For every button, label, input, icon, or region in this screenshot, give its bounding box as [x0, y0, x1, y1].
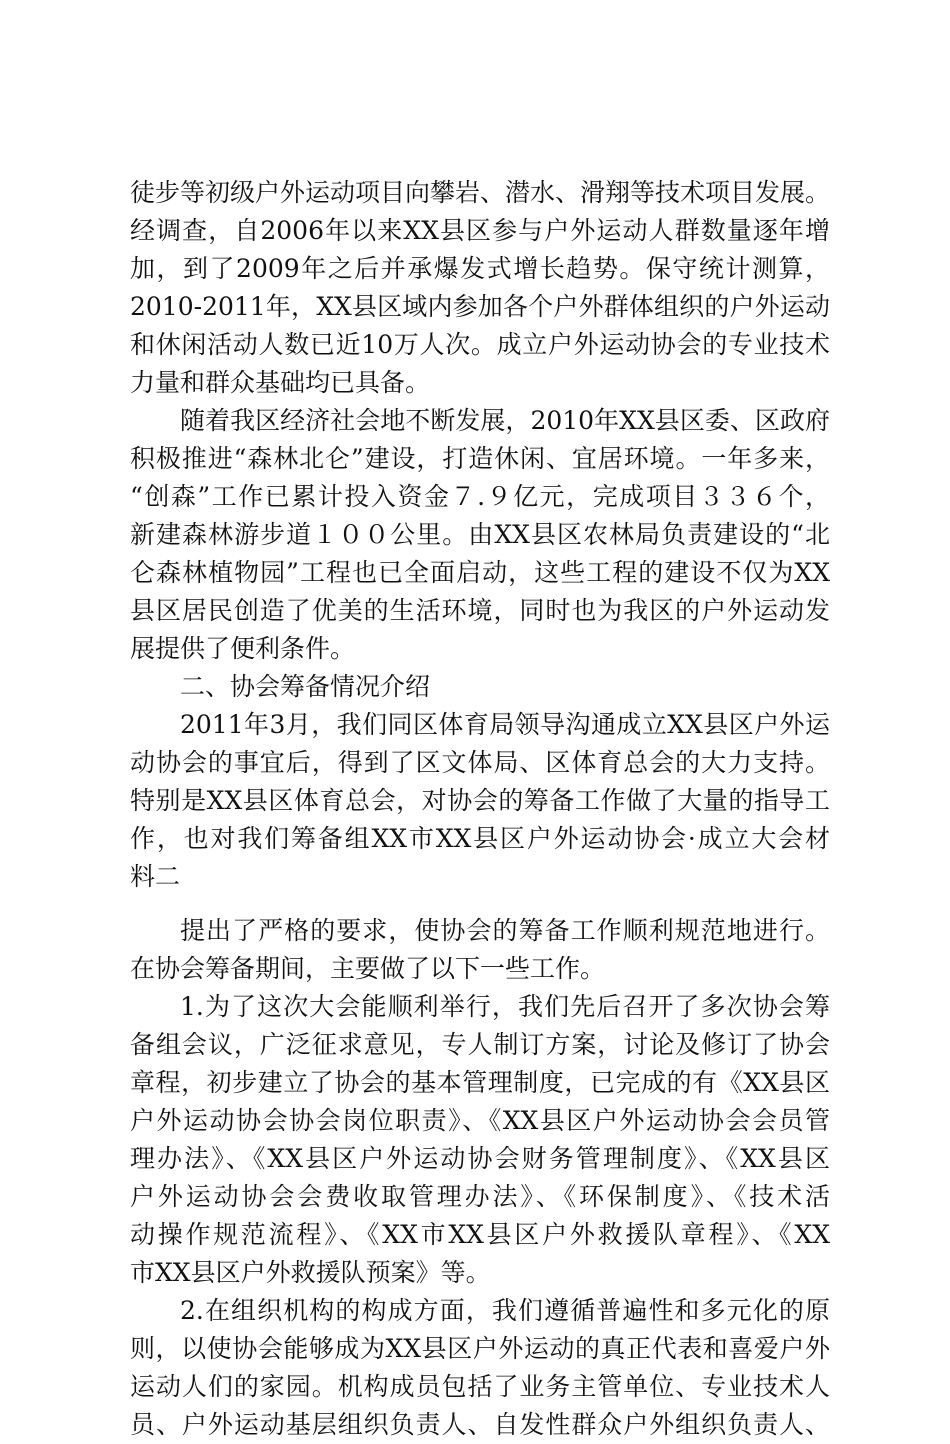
body-line: 2010-2011年，XX县区域内参加各个户外群体组织的户外运动: [130, 292, 830, 321]
list-item-line: 1.为了这次大会能顺利举行，我们先后召开了多次协会筹: [180, 992, 830, 1021]
body-line: 力量和群众基础均已具备。: [130, 368, 431, 397]
body-line: 章程，初步建立了协会的基本管理制度，已完成的有《XX县区: [130, 1068, 830, 1097]
body-line: 市XX县区户外救援队预案》等。: [130, 1258, 491, 1287]
body-line: 随着我区经济社会地不断发展，2010年XX县区委、区政府: [180, 406, 830, 435]
body-line: “创森”工作已累计投入资金７.９亿元，完成项目３３６个，: [130, 482, 830, 511]
list-item-line: 2.在组织机构的构成方面，我们遵循普遍性和多元化的原: [180, 1296, 830, 1325]
body-line: 户外运动协会会费收取管理办法》、《环保制度》、《技术活: [130, 1182, 830, 1211]
body-line: 展提供了便利条件。: [130, 634, 356, 663]
body-line: 2011年3月，我们同区体育局领导沟通成立XX县区户外运: [180, 710, 830, 739]
body-line: 徒步等初级户外运动项目向攀岩、潜水、滑翔等技术项目发展。: [130, 178, 830, 207]
body-line: 在协会筹备期间，主要做了以下一些工作。: [130, 954, 606, 983]
body-line: 特别是XX县区体育总会，对协会的筹备工作做了大量的指导工: [130, 786, 830, 815]
body-line: 加，到了2009年之后并承爆发式增长趋势。保守统计测算，: [130, 254, 830, 283]
body-line: 作，也对我们筹备组XX市XX县区户外运动协会·成立大会材: [130, 824, 830, 853]
body-line: 动协会的事宜后，得到了区文体局、区体育总会的大力支持。: [130, 748, 830, 777]
body-line: 新建森林游步道１００公里。由XX县区农林局负责建设的“北: [130, 520, 830, 549]
document-body: [130, 174, 830, 1444]
body-line: 理办法》、《XX县区户外运动协会财务管理制度》、《XX县区: [130, 1144, 830, 1173]
body-line: 员、户外运动基层组织负责人、自发性群众户外组织负责人、: [130, 1410, 830, 1439]
body-line: 县区居民创造了优美的生活环境，同时也为我区的户外运动发: [130, 596, 830, 625]
body-line: 动操作规范流程》、《XX市XX县区户外救援队章程》、《XX: [130, 1220, 830, 1249]
paragraph-gap: [130, 896, 830, 912]
body-line: 户外运动协会协会岗位职责》、《XX县区户外运动协会会员管: [130, 1106, 830, 1135]
body-line: 仑森林植物园”工程也已全面启动，这些工程的建设不仅为XX: [130, 558, 830, 587]
body-line: 备组会议，广泛征求意见，专人制订方案，讨论及修订了协会: [130, 1030, 830, 1059]
body-line: 经调查，自2006年以来XX县区参与户外运动人群数量逐年增: [130, 216, 830, 245]
body-line: 料二: [130, 862, 181, 891]
body-line: 和休闲活动人数已近10万人次。成立户外运动协会的专业技术: [130, 330, 830, 359]
body-line: 积极推进“森林北仑”建设，打造休闲、宜居环境。一年多来，: [130, 444, 830, 473]
section-heading: 二、协会筹备情况介绍: [180, 672, 431, 701]
body-line: 运动人们的家园。机构成员包括了业务主管单位、专业技术人: [130, 1372, 830, 1401]
body-line: 提出了严格的要求，使协会的筹备工作顺利规范地进行。: [180, 916, 830, 945]
body-line: 则，以使协会能够成为XX县区户外运动的真正代表和喜爱户外: [130, 1334, 830, 1363]
